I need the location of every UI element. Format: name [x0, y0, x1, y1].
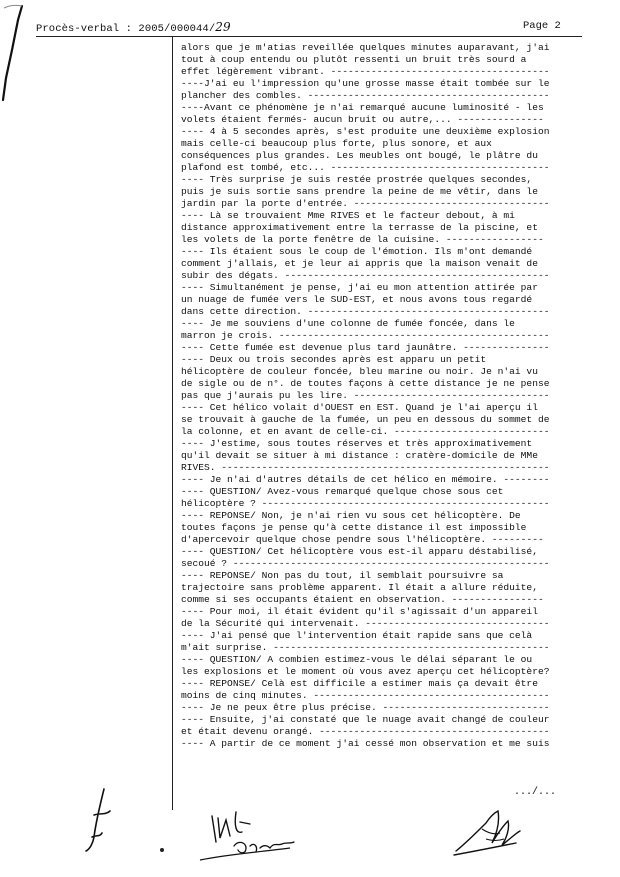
statement-line: tout à coup entendu ou plutôt ressenti un bruit très sourd a — [181, 54, 527, 65]
statement-line: secoué ? ------------------------------------------------------- — [181, 558, 550, 569]
statement-line: ---- A partir de ce moment j'ai cessé mon observation et me suis — [181, 738, 550, 749]
statement-line: ---- Je me souviens d'une colonne de fumée foncée, dans le — [181, 318, 515, 329]
statement-line: moins de cinq minutes. ----------------------------------------- — [181, 690, 550, 701]
statement-line: toutes façons je pense qu'à cette distance il est impossible — [181, 522, 527, 533]
statement-line: ---- Je n'ai d'autres détails de cet hélico en mémoire. -------- — [181, 474, 550, 485]
statement-line: ---- Je ne peux être plus précise. ----------------------------- — [181, 702, 550, 713]
statement-line: m'ait surprise. ------------------------------------------------ — [181, 642, 550, 653]
statement-line: ---- QUESTION/ A combien estimez-vous le délai séparant le ou — [181, 654, 533, 665]
statement-line: les explosions et le moment où vous avez aperçu cet hélicoptère? — [181, 666, 550, 677]
statement-line: ----Avant ce phénomène je n'ai remarqué aucune luminosité - les — [181, 102, 544, 113]
signature-middle — [150, 802, 310, 872]
signature-right — [446, 803, 536, 863]
statement-body — [181, 42, 586, 750]
statement-line: conséquences plus grandes. Les meubles ont bougé, le plâtre du — [181, 150, 538, 161]
statement-line: distance approximativement entre la terrasse de la piscine, et — [181, 222, 538, 233]
statement-line: de la Sécurité qui intervenait. -------------------------------- — [181, 618, 550, 629]
statement-line: hélicoptère ? -------------------------------------------------- — [181, 498, 550, 509]
statement-line: ---- Pour moi, il était évident qu'il s'agissait d'un appareil — [181, 606, 538, 617]
statement-line: ---- Simultanément je pense, j'ai eu mon attention attirée par — [181, 282, 538, 293]
statement-line: qu'il devait se situer à mi distance : cratère-domicile de MMe — [181, 450, 538, 461]
statement-line: les volets de la porte fenêtre de la cuisine. ----------------- — [181, 234, 544, 245]
statement-line: plafond est tombé, etc... -------------------------------------- — [181, 162, 550, 173]
statement-line: ---- Cet hélico volait d'OUEST en EST. Quand je l'ai aperçu il — [181, 402, 538, 413]
statement-line: ---- Ils étaient sous le coup de l'émotion. Ils m'ont demandé — [181, 246, 533, 257]
handwritten-annotation: 29 — [215, 20, 231, 34]
statement-line: trajectoire sans problème apparent. Il était a allure réduite, — [181, 582, 538, 593]
statement-line: mais celle-ci beaucoup plus forte, plus sonore, et aux — [181, 138, 492, 149]
statement-line: ---- Très surprise je suis restée prostrée quelques secondes, — [181, 174, 533, 185]
statement-line: la colonne, et en avant de celle-ci. --------------------------- — [181, 426, 550, 437]
page-number: Page 2 — [523, 20, 561, 32]
statement-line: ---- 4 à 5 secondes après, s'est produite une deuxième explosion — [181, 126, 550, 137]
statement-line: dans cette direction. ------------------------------------------ — [181, 306, 550, 317]
statement-line: ----J'ai eu l'impression qu'une grosse masse était tombée sur le — [181, 78, 550, 89]
statement-line: hélicoptère de couleur foncée, bleu marine ou noir. Je n'ai vu — [181, 366, 538, 377]
statement-line: volets étaient fermés- aucun bruit ou autre,... --------------- — [181, 114, 544, 125]
statement-line: ---- J'ai pensé que l'intervention était rapide sans que celà — [181, 630, 533, 641]
statement-line: de sigle ou de n°. de toutes façons à cette distance je ne pense — [181, 378, 550, 389]
statement-line: ---- Deux ou trois secondes après est apparu un petit — [181, 354, 487, 365]
statement-line: ---- REPONSE/ Non pas du tout, il semblait poursuivre sa — [181, 570, 504, 581]
statement-line: ---- REPONSE/ Non, je n'ai rien vu sous cet hélicoptère. De — [181, 510, 521, 521]
continued-marker: .../... — [514, 787, 557, 798]
corner-stroke-mark — [0, 0, 40, 110]
statement-line: ---- Là se trouvaient Mme RIVES et le facteur debout, à mi — [181, 210, 515, 221]
statement-line: se trouvait à gauche de la fumée, un peu en dessous du sommet de — [181, 414, 550, 425]
statement-line: ---- QUESTION/ Avez-vous remarqué quelque chose sous cet — [181, 486, 504, 497]
statement-line: et était devenu orangé. ---------------------------------------- — [181, 726, 550, 737]
statement-line: marron je crois. ----------------------------------------------- — [181, 330, 550, 341]
header-rule — [36, 36, 582, 37]
statement-line: un nuage de fumée vers le SUD-EST, et nous avons tous regardé — [181, 294, 533, 305]
statement-line: jardin par la porte d'entrée. ---------------------------------- — [181, 198, 550, 209]
statement-line: effet légèrement vibrant. -------------------------------------- — [181, 66, 550, 77]
statement-line: ---- J'estime, sous toutes réserves et très approximativement — [181, 438, 533, 449]
margin-rule — [172, 37, 173, 810]
statement-line: pas que j'aurais pu les lire. ---------------------------------- — [181, 390, 550, 401]
statement-line: subir des dégats. ---------------------------------------------- — [181, 270, 550, 281]
statement-line: ---- REPONSE/ Celà est difficile a estimer mais ça devait être — [181, 678, 538, 689]
statement-line: ---- QUESTION/ Cet hélicoptère vous est-il apparu déstabilisé, — [181, 546, 538, 557]
statement-line: ---- Ensuite, j'ai constaté que le nuage avait changé de couleur — [181, 714, 550, 725]
statement-line: ---- Cette fumée est devenue plus tard jaunâtre. --------------- — [181, 342, 550, 353]
statement-line: comment j'allais, et je leur ai appris que la maison venait de — [181, 258, 538, 269]
ink-dot — [160, 848, 164, 852]
statement-line: d'apercevoir quelque chose pendre sous l'hélicoptère. --------- — [181, 534, 544, 545]
statement-line: comme si ses occupants étaient en observation. ---------------- — [181, 594, 544, 605]
proces-verbal-header — [36, 20, 231, 35]
proces-verbal-number: Procès-verbal : 2005/000044/ — [36, 23, 216, 35]
statement-line: puis je suis sortie sans prendre la peine de me vêtir, dans le — [181, 186, 538, 197]
signature-left — [82, 785, 122, 855]
statement-line: alors que je m'atias reveillée quelques minutes auparavant, j'ai — [181, 42, 550, 53]
statement-line: plancher des combles. ------------------------------------------ — [181, 90, 550, 101]
statement-line: RIVES. --------------------------------------------------------- — [181, 462, 550, 473]
